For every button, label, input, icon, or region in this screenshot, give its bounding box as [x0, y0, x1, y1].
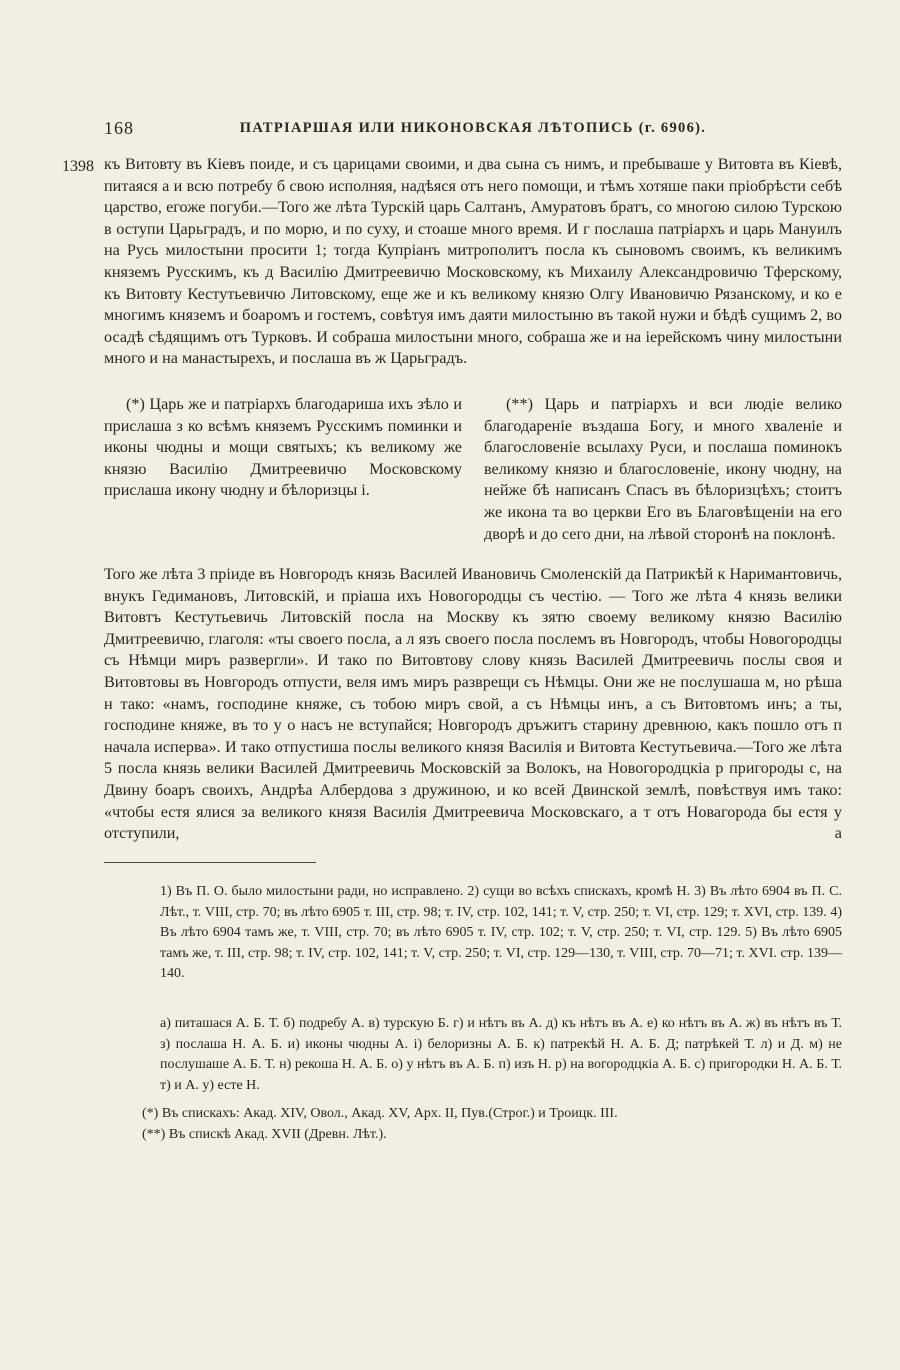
- footnote-star: (*) Въ спискахъ: Акад. XIV, Овол., Акад. XV, Арх. II, Пув.(Строг.) и Троицк. III.: [142, 1106, 618, 1121]
- footnotes-lettered-text: а) питашася А. Б. Т. б) подребу А. в) турскую Б. г) и нѣтъ въ А. д) къ нѣтъ въ А. е) ко нѣтъ въ А. ж) въ нѣтъ въ Т. з) послаша Н. А. Б. и) иконы чюдны А. і) белоризны А. Б. к) патрекѣй Н. А. Б. Д; патрѣкей Т. л) и Д. м) не послушаше А. Б. Т. н) рекоша Н. А. Б. о) у нѣтъ въ А. Б. п) изъ Н. р) на вогородцкіа А. Б. с) пригородки Н. А. Б. Т. т) и А. у) есте Н.: [160, 1016, 842, 1093]
- footnotes-numbered-text: 1) Въ П. О. было милостыни ради, но исправлено. 2) сущи во всѣхъ спискахъ, кромѣ Н. 3) Въ лѣто 6904 въ П. С. Лѣт., т. VIII, стр. 70; въ лѣто 6905 т. III, стр. 98; т. IV, стр. 102, 141; т. V, стр. 250; т. VI, стр. 129; т. XVI, стр. 139. 4) Въ лѣто 6904 тамъ же, т. VIII, стр. 70; въ лѣто 6905 т. IV, стр. 102; т. V, стр. 250; т. VI, стр. 129. 5) Въ лѣто 6905 тамъ же, т. III, стр. 98; т. IV, стр. 102, 141; т. V, стр. 250; т. VI, стр. 129—130, т. VIII, стр. 70—71; т. XVI. стр. 139—140.: [160, 884, 842, 981]
- chronicle-text-bottom: Того же лѣта 3 пріиде въ Новгородъ князь Василей Ивановичь Смоленскій да Патрикѣй к Наримантовичь, внукъ Гедимановъ, Литовскій, и пріаша ихъ Новогородцы съ честію. — Того же лѣта 4 князь велики Витовтъ Кестутьевичь Литовскій посла на Москву къ зятю своему великому князю Василію Дмитреевичю, глаголя: «ты своего посла, а л язъ своего посла послемъ въ Новгородъ, чтобы Новогородцы съ Нѣмци миръ развергли». И тако по Витовтову слову князь Василей Дмитреевичь послы своя и Витовтовы въ Новгородъ отпусти, веля имъ миръ разврещи съ Нѣмцы. Они же не послушаша м, но рѣша н тако: «намъ, господине княже, съ тобою миръ свой, а съ Нѣмцы инъ, а съ Витовтомъ инъ; а ты, господине княже, въ то у о насъ не вступайся; Новгородъ дръжитъ старину древнюю, какъ пошло отъ п начала исперва». И тако отпустиша послы великого князя Василія и Витовта Кестутьевича.—Того же лѣта 5 посла князь велики Василей Дмитреевичь Московскій за Волокъ, на Новогородцкіа р пригороды с, на Двину боаръ своихъ, Андрѣа Албердова з дружиною, и ко всей Двинской землѣ, повѣствуя имъ тако: «чтобы естя ялися за великого князя Василія Дмитреевича Московскаго, а т отъ Новагорода бы естя у отступили, а: [104, 565, 842, 843]
- footnotes-lettered: [160, 1014, 842, 1096]
- page-number: 168: [104, 118, 134, 138]
- variant-text-right: (**) Царь и патріархъ и вси людіе велико благодареніе въздаша Богу, и много хваленіе и благословеніе всылаху Руси, и послаша поминокъ великому князю и благословеніе, икону чюдну, на нейже бѣ написанъ Спасъ въ бѣлоризцѣхъ; стоитъ же икона та во церкви Его въ Благовѣщеніи на его дворѣ и до сего дни, на лѣвой сторонѣ на поклонѣ.: [484, 395, 842, 543]
- footnotes-manuscripts: [142, 1104, 842, 1145]
- chronicle-text-top: къ Витовту въ Кіевъ поиде, и съ царицами своими, и два сына съ нимъ, и пребываше у Витовта въ Кіевѣ, питаяся а и всю потребу б свою исполняя, надѣяся отъ него помощи, и тѣмъ хотяше паки пріобрѣсти себѣ царство, егоже погуби.—Того же лѣта Турскій царь Салтанъ, Амуратовъ братъ, со многою силою Турскою в оступи Царьградъ, и по морю, и по суху, и стоаше много время. И г послаша патріархъ и царь Мануилъ на Русь милостыни просити 1; тогда Купріанъ митрополитъ посла къ сыновомъ своимъ, къ великимъ княземъ Русскимъ, къ д Василію Дмитреевичю Московскому, къ Михаилу Александровичю Тферскому, къ Витовту Кестутьевичю Литовскому, еще же и къ великому князю Олгу Ивановичю Рязанскому, и ко е многимъ княземъ и боаромъ и гостемъ, совѣтуя имъ даяти милостыню въ такой нужи и бѣдѣ сущимъ 2, во осадѣ сѣдящимъ отъ Турковъ. И собраша милостыни много, собраша же и на іерейскомъ чину милостыни много и на манастырехъ, и послаша въ ж Царьградъ.: [104, 155, 842, 368]
- footnote-divider: [104, 862, 316, 863]
- running-title: ПАТРІАРШАЯ ИЛИ НИКОНОВСКАЯ ЛѢТОПИСЬ (г. 6906).: [239, 120, 707, 136]
- variant-column-left: [104, 394, 462, 502]
- margin-year: 1398: [62, 158, 94, 175]
- footnotes-numbered: [160, 882, 842, 985]
- footnote-double-star: (**) Въ спискѣ Акад. XVII (Древн. Лѣт.).: [142, 1126, 387, 1142]
- variant-column-right: [484, 394, 842, 545]
- variant-text-left: (*) Царь же и патріархъ благодариша ихъ зѣло и прислаша з ко всѣмъ княземъ Русскимъ поминки и иконы чюдны и мощи святыхъ; къ великому же князю Василію Дмитреевичю Московскому прислаша икону чюдну и бѣлоризцы і.: [104, 395, 462, 500]
- page-header: [104, 118, 842, 142]
